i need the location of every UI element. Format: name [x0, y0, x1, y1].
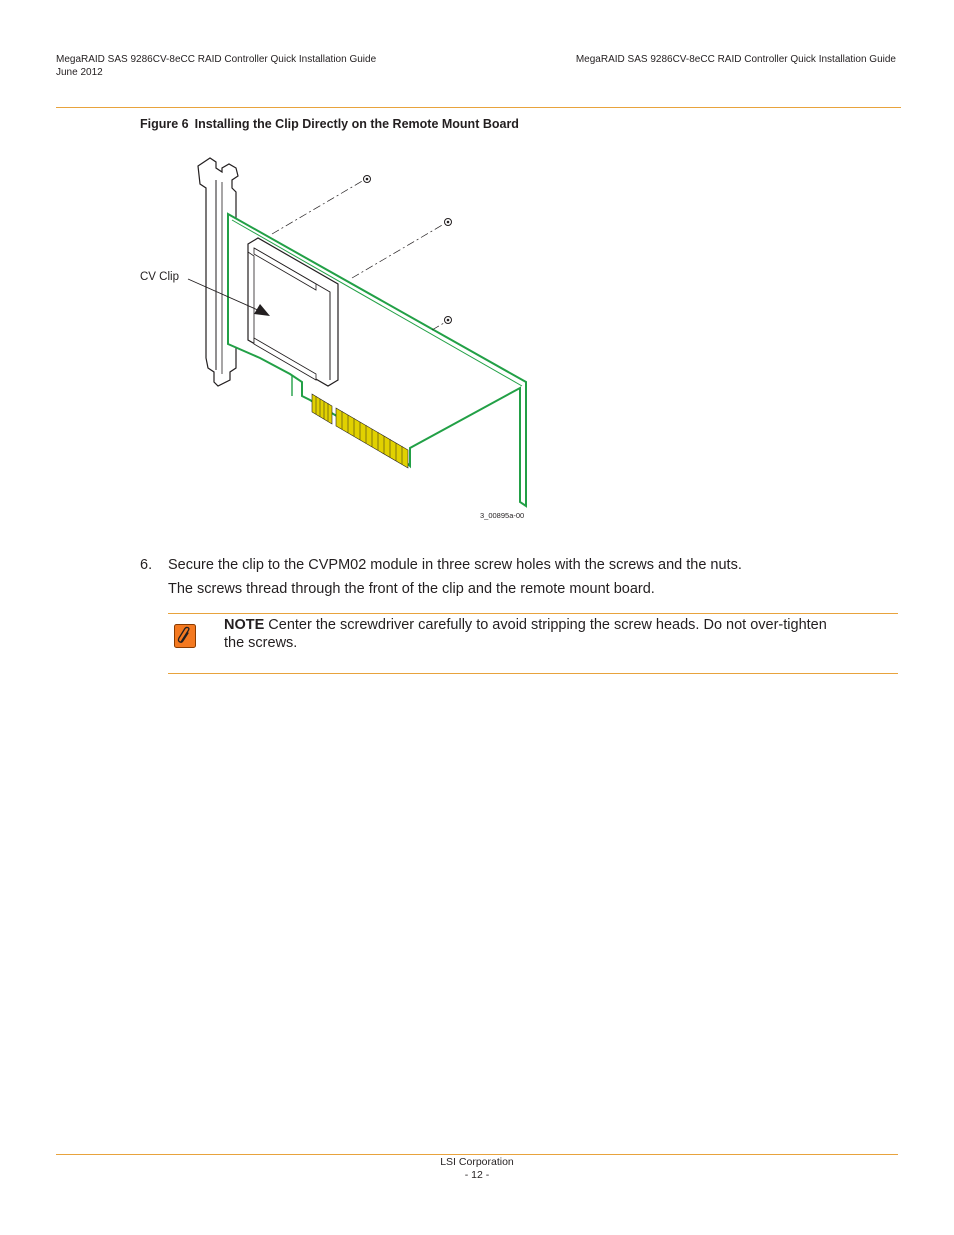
note-box: [168, 613, 898, 673]
figure-number: Figure 6: [140, 117, 189, 131]
running-header-right: [576, 53, 896, 66]
note-text-block: [224, 616, 844, 652]
header-doc-title-right: MegaRAID SAS 9286CV-8eCC RAID Controller Quick Installation Guide: [575, 54, 896, 65]
note-bottom-rule: [168, 673, 898, 674]
figure-caption: [140, 117, 519, 131]
art-id: 3_00895a-00: [480, 511, 525, 520]
step-number: 6.: [140, 557, 153, 573]
page-footer: [0, 1156, 954, 1182]
note-body: Center the screwdriver carefully to avoid stripping the screw heads. Do not over-tighten the screws.: [224, 617, 827, 651]
step-6: [140, 556, 742, 574]
page-number: - 12 -: [464, 1169, 490, 1181]
clip-installation-figure: [130, 148, 550, 528]
footer-rule: [56, 1154, 898, 1155]
step-text: Secure the clip to the CVPM02 module in three screw holes with the screws and the nuts.: [168, 557, 742, 573]
step-subtext: The screws thread through the front of the clip and the remote mount board.: [168, 581, 655, 597]
screw-bottom: [432, 317, 452, 331]
header-doc-title: MegaRAID SAS 9286CV-8eCC RAID Controller Quick Installation Guide: [56, 54, 377, 65]
screw-middle: [352, 219, 452, 279]
figure-title: Installing the Clip Directly on the Remote Mount Board: [194, 117, 519, 131]
header-date: June 2012: [56, 67, 103, 78]
note-label: NOTE: [224, 617, 265, 633]
footer-company: LSI Corporation: [440, 1156, 514, 1168]
cv-clip-label: CV Clip: [140, 271, 179, 283]
paperclip-note-icon: [174, 624, 196, 648]
header-rule: [56, 107, 901, 108]
running-header-left: [56, 53, 376, 79]
screw-top: [272, 176, 371, 235]
